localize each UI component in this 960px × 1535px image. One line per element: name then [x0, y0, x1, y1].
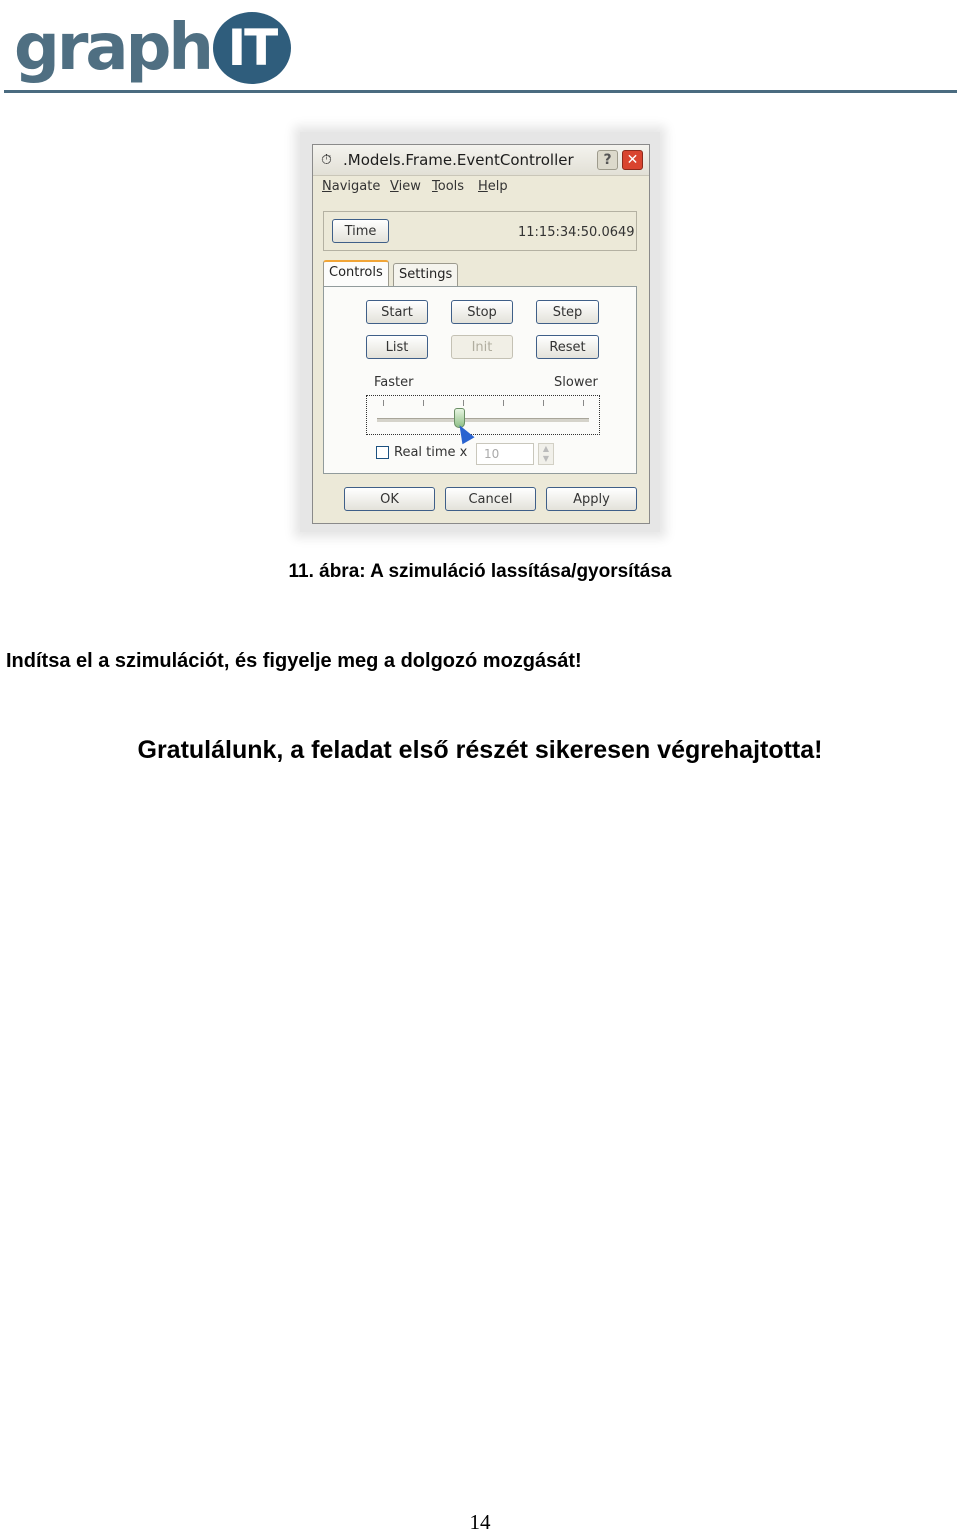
graphit-logo [14, 8, 291, 88]
help-button[interactable]: ? [597, 150, 618, 170]
faster-label: Faster [374, 375, 414, 390]
realtime-checkbox[interactable] [376, 446, 389, 459]
slider-track [377, 418, 589, 422]
close-button[interactable]: ✕ [622, 150, 643, 170]
realtime-spinner[interactable] [538, 443, 554, 465]
menu-help[interactable]: Help [478, 179, 508, 194]
instruction-text: Indítsa el a szimulációt, és figyelje meg a dolgozó mozgását! [6, 650, 582, 672]
apply-button[interactable]: Apply [546, 487, 637, 511]
spin-down-icon: ▼ [542, 454, 550, 463]
start-button[interactable]: Start [366, 300, 428, 324]
tab-controls[interactable]: Controls [323, 260, 389, 286]
logo-wordmark: graph [14, 11, 211, 85]
tab-settings[interactable]: Settings [393, 263, 458, 286]
reset-button[interactable]: Reset [536, 335, 599, 359]
spin-up-icon: ▲ [542, 444, 550, 453]
slider-tick [503, 400, 504, 406]
slider-tick [383, 400, 384, 406]
slider-tick [423, 400, 424, 406]
menu-view[interactable]: View [390, 179, 421, 194]
window-title: .Models.Frame.EventController [343, 151, 574, 169]
menu-bar [313, 177, 649, 199]
stop-button[interactable]: Stop [451, 300, 513, 324]
step-button[interactable]: Step [536, 300, 599, 324]
slider-tick [583, 400, 584, 406]
congratulations-text: Gratulálunk, a feladat első részét sikeresen végrehajtotta! [137, 736, 823, 764]
speed-slider[interactable] [366, 395, 600, 435]
ok-button[interactable]: OK [344, 487, 435, 511]
init-button: Init [451, 335, 513, 359]
stopwatch-icon: ⏱ [321, 152, 332, 168]
page-number: 14 [469, 1510, 491, 1534]
time-button[interactable]: Time [332, 219, 389, 243]
menu-navigate[interactable]: Navigate [322, 179, 381, 194]
realtime-label: Real time x [394, 445, 468, 460]
header-rule [4, 90, 957, 93]
slider-tick [463, 400, 464, 406]
menu-tools[interactable]: Tools [432, 179, 465, 194]
controls-tab-panel [323, 286, 637, 474]
list-button[interactable]: List [366, 335, 428, 359]
figure-caption: 11. ábra: A szimuláció lassítása/gyorsítása [288, 561, 672, 582]
title-bar [313, 145, 649, 176]
time-readout: 11:15:34:50.0649 [518, 225, 635, 240]
realtime-factor-input[interactable]: 10 [476, 443, 534, 465]
slower-label: Slower [554, 375, 598, 390]
cancel-button[interactable]: Cancel [445, 487, 536, 511]
slider-tick [543, 400, 544, 406]
logo-badge: IT [213, 12, 291, 84]
event-controller-window [312, 144, 650, 524]
